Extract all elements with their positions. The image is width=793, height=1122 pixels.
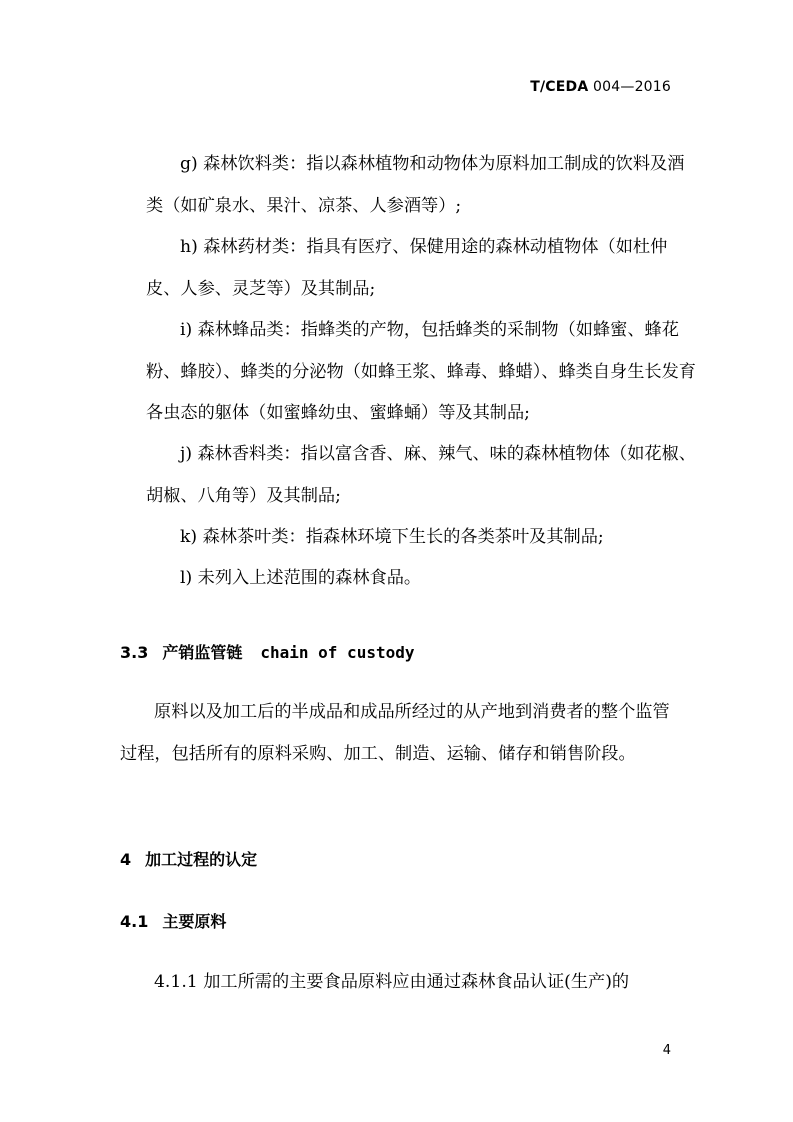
section-number: 4.1	[120, 912, 149, 931]
list-item-j: j) 森林香料类：指以富含香、麻、辣气、味的森林植物体（如花椒、胡椒、八角等）及其制品;	[146, 444, 696, 506]
page-header	[530, 79, 671, 95]
section-number: 3.3	[120, 643, 149, 662]
list-item-i: i) 森林蜂品类：指蜂类的产物，包括蜂类的采制物（如蜂蜜、蜂花粉、蜂胶）、蜂类的分泌物（如蜂王浆、蜂毒、蜂蜡）、蜂类自身生长发育各虫态的躯体（如蜜蜂幼虫、蜜蜂蛹）等及其制品;	[146, 320, 696, 423]
section-title-cn: 产销监管链	[162, 643, 243, 662]
section-3-3-heading	[120, 640, 414, 663]
page-number: 4	[662, 1043, 671, 1058]
clause-4-1-1: 4.1.1 加工所需的主要食品原料应由通过森林食品认证(生产)的	[154, 972, 630, 992]
section-title: 主要原料	[162, 912, 227, 931]
list-item-l: l) 未列入上述范围的森林食品。	[180, 568, 422, 588]
standard-code: T/CEDA	[530, 79, 589, 95]
section-4-heading	[120, 847, 257, 870]
section-number: 4	[120, 850, 132, 869]
section-title-en: chain of custody	[260, 643, 415, 662]
section-title: 加工过程的认定	[145, 850, 258, 869]
list-item-h: h) 森林药材类：指具有医疗、保健用途的森林动植物体（如杜仲皮、人参、灵芝等）及其制品;	[146, 237, 668, 299]
section-3-3-body: 原料以及加工后的半成品和成品所经过的从产地到消费者的整个监管过程，包括所有的原料采购、加工、制造、运输、储存和销售阶段。	[120, 702, 670, 764]
standard-number: 004—2016	[593, 79, 671, 95]
list-item-k: k) 森林茶叶类：指森林环境下生长的各类茶叶及其制品;	[180, 527, 604, 547]
section-4-1-heading	[120, 909, 226, 932]
list-item-g: g) 森林饮料类：指以森林植物和动物体为原料加工制成的饮料及酒类（如矿泉水、果汁、凉茶、人参酒等）;	[146, 154, 685, 216]
